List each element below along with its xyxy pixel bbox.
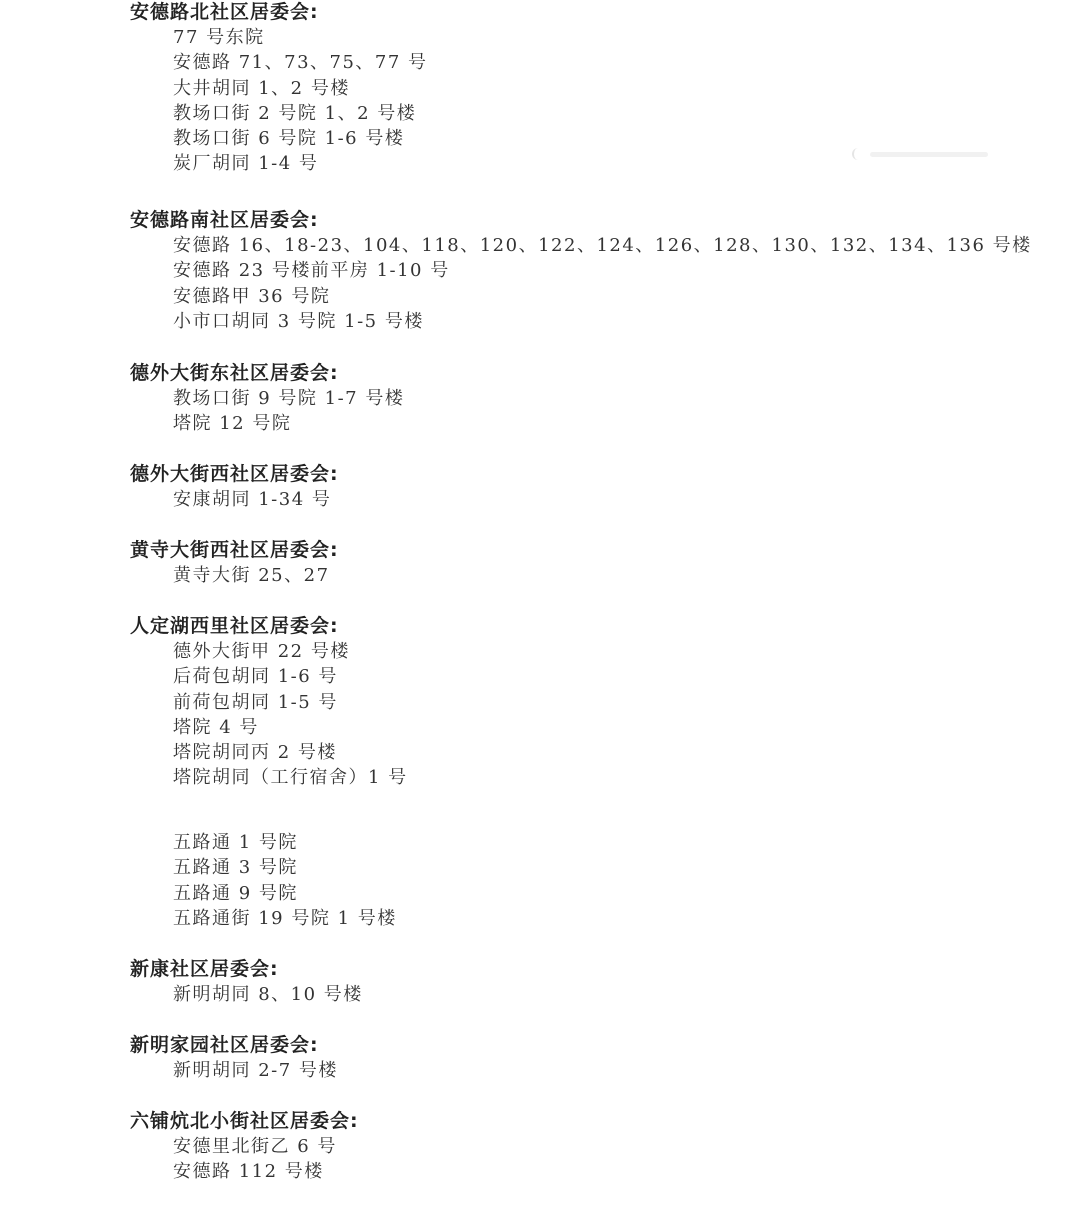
address-item: 炭厂胡同 1-4 号	[173, 153, 319, 175]
address-item: 安德路 23 号楼前平房 1-10 号	[173, 260, 450, 282]
section-heading: 新康社区居委会:	[130, 958, 279, 980]
section-heading: 安德路南社区居委会:	[130, 209, 319, 231]
address-item: 黄寺大街 25、27	[173, 565, 330, 586]
section-rendinghu-xili	[130, 614, 1030, 791]
address-item: 安德路 112 号楼	[173, 1161, 324, 1183]
address-item: 后荷包胡同 1-6 号	[173, 666, 338, 688]
address-item: 安德路甲 36 号院	[173, 285, 331, 307]
address-item: 安康胡同 1-34 号	[173, 489, 332, 510]
address-item: 教场口街 9 号院 1-7 号楼	[173, 388, 405, 409]
address-item: 教场口街 2 号院 1、2 号楼	[173, 102, 417, 124]
section-heading: 德外大街东社区居委会:	[130, 362, 339, 384]
address-item: 五路通 3 号院	[173, 857, 298, 879]
address-item: 塔院胡同（工行宿舍）1 号	[173, 767, 408, 789]
address-item: 五路通 9 号院	[173, 882, 298, 904]
section-andelu-nan	[130, 208, 1030, 334]
address-item: 五路通 1 号院	[173, 832, 298, 853]
address-item: 大井胡同 1、2 号楼	[173, 77, 350, 99]
address-list	[130, 487, 1030, 512]
address-item: 五路通街 19 号院 1 号楼	[173, 907, 397, 929]
section-huangsi-xi	[130, 538, 1030, 588]
section-heading: 六铺炕北小街社区居委会:	[130, 1110, 359, 1132]
section-heading: 安德路北社区居委会:	[130, 1, 319, 23]
address-list	[130, 639, 1030, 791]
watermark-text-blur	[870, 152, 988, 157]
address-list	[130, 563, 1030, 588]
address-item: 塔院胡同丙 2 号楼	[173, 742, 337, 764]
address-list	[130, 386, 1030, 437]
address-item: 安德路 16、18-23、104、118、120、122、124、126、128、130、132、134、136 号楼	[173, 235, 1032, 256]
address-item: 安德里北街乙 6 号	[173, 1136, 337, 1157]
section-wulutong	[130, 830, 1030, 931]
address-item: 新明胡同 8、10 号楼	[173, 984, 363, 1005]
address-list	[130, 1134, 1030, 1185]
section-heading: 新明家园社区居委会:	[130, 1034, 319, 1056]
address-item: 教场口街 6 号院 1-6 号楼	[173, 128, 405, 150]
watermark	[852, 146, 992, 164]
section-heading: 黄寺大街西社区居委会:	[130, 539, 339, 561]
address-item: 塔院 4 号	[173, 716, 259, 738]
section-xinming-jiayuan	[130, 1033, 1030, 1083]
address-item: 前荷包胡同 1-5 号	[173, 691, 338, 713]
address-list	[130, 233, 1030, 334]
section-dewai-dong	[130, 361, 1030, 437]
section-liupukang-beixiaojie	[130, 1109, 1030, 1185]
watermark-icon	[852, 148, 864, 160]
address-item: 新明胡同 2-7 号楼	[173, 1060, 338, 1081]
section-heading: 人定湖西里社区居委会:	[130, 615, 339, 637]
address-item: 安德路 71、73、75、77 号	[173, 52, 428, 74]
address-item: 77 号东院	[173, 27, 265, 48]
address-item: 小市口胡同 3 号院 1-5 号楼	[173, 310, 424, 332]
section-heading: 德外大街西社区居委会:	[130, 463, 339, 485]
address-list	[130, 830, 1030, 931]
address-list	[130, 1058, 1030, 1083]
address-item: 德外大街甲 22 号楼	[173, 641, 350, 662]
section-xinkang	[130, 957, 1030, 1007]
address-list	[130, 982, 1030, 1007]
address-item: 塔院 12 号院	[173, 413, 292, 435]
section-dewai-xi	[130, 462, 1030, 512]
